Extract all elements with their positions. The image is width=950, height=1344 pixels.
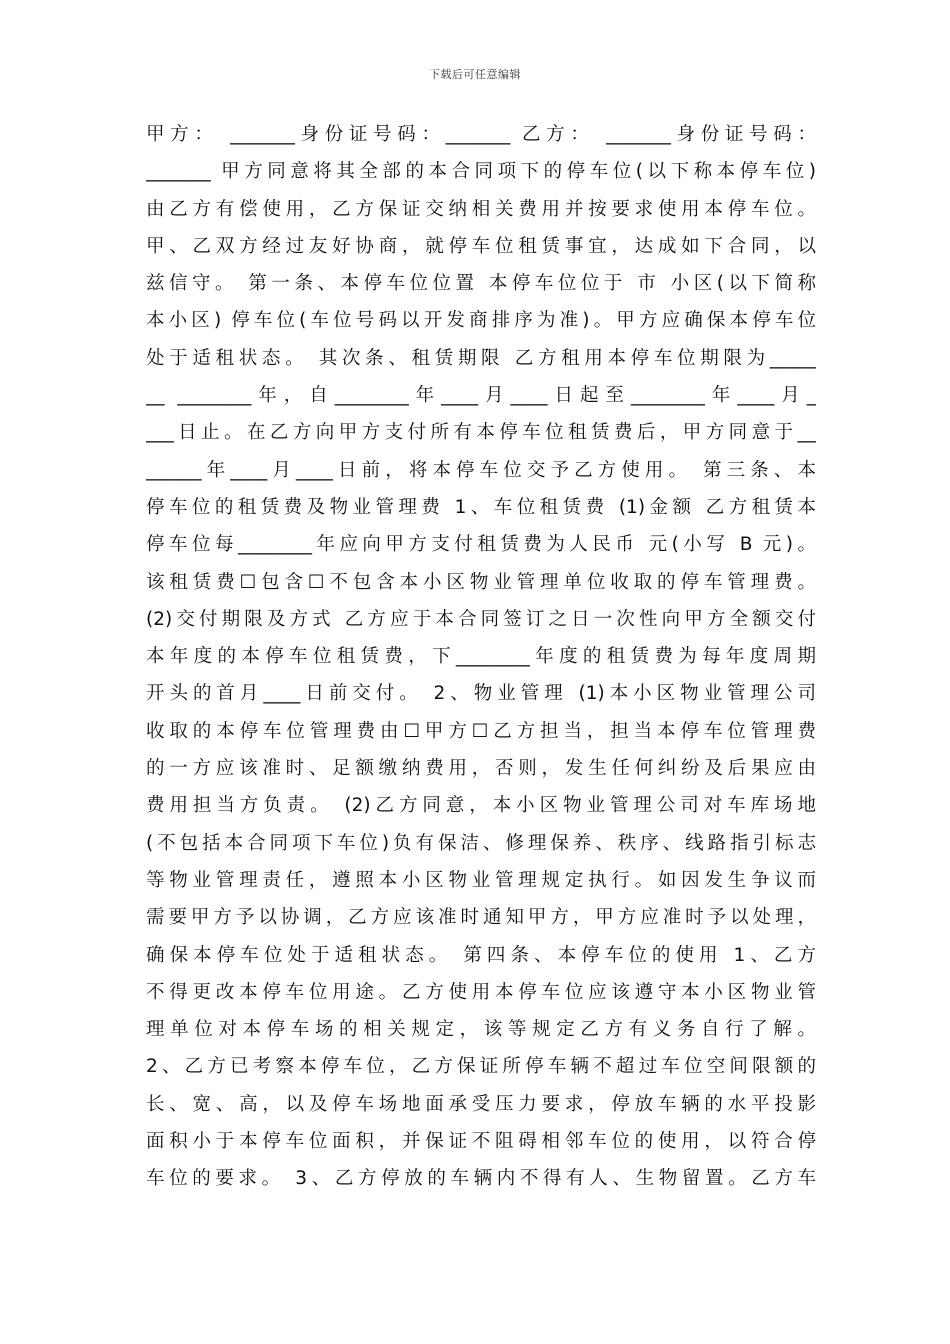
text-line: 理单位对本停车场的相关规定，该等规定乙方有义务自行了解。 (146, 1019, 816, 1041)
text-line: 该租赁费☐包含☐不包含本小区物业管理单位收取的停车管理费。 (146, 571, 816, 593)
text-line: 由乙方有偿使用，乙方保证交纳相关费用并按要求使用本停车位。 (146, 198, 816, 220)
text-line: 处于适租状态。 其次条、租赁期限 乙方租用本停车位期限为_____ (146, 347, 816, 369)
text-line: 甲方： _______身份证号码：_______ 乙方： _______身份证号码： (146, 124, 816, 145)
text-line: 长、宽、高，以及停车场地面承受压力要求，停放车辆的水平投影 (146, 1093, 816, 1115)
text-line: 兹信守。 第一条、本停车位位置 本停车位位于 市 小区(以下简称 (146, 273, 816, 295)
text-line: 车位的要求。 3、乙方停放的车辆内不得有人、生物留置。乙方车 (146, 1168, 816, 1190)
text-line: 等物业管理责任，遵照本小区物业管理规定执行。如因发生争议而 (146, 869, 816, 891)
text-line: __ ________年，自________年____月____日起至________年____月_ (146, 385, 816, 407)
text-line: _______ 甲方同意将其全部的本合同项下的停车位(以下称本停车位) (146, 161, 816, 183)
text-line: 面积小于本停车位面积，并保证不阻碍相邻车位的使用，以符合停 (146, 1131, 816, 1153)
text-line: ______年____月____日前，将本停车位交予乙方使用。 第三条、本 (146, 459, 816, 481)
text-line: 本小区) 停车位(车位号码以开发商排序为准)。甲方应确保本停车位 (146, 310, 816, 332)
text-line: 费用担当方负责。 (2)乙方同意，本小区物业管理公司对车库场地 (146, 795, 816, 817)
text-line: (2)交付期限及方式 乙方应于本合同签订之日一次性向甲方全额交付 (146, 608, 816, 630)
text-line: 需要甲方予以协调，乙方应该准时通知甲方，甲方应准时予以处理， (146, 907, 816, 929)
text-line: 确保本停车位处于适租状态。 第四条、本停车位的使用 1、乙方 (146, 944, 816, 966)
text-line: 开头的首月____日前交付。 2、物业管理 (1)本小区物业管理公司 (146, 683, 816, 705)
text-line: 不得更改本停车位用途。乙方使用本停车位应该遵守本小区物业管 (146, 981, 816, 1003)
text-line: 的一方应该准时、足额缴纳费用，否则，发生任何纠纷及后果应由 (146, 758, 816, 780)
text-line: 停车位每________年应向甲方支付租赁费为人民币 元(小写 B 元)。 (146, 534, 816, 556)
text-line: 2、乙方已考察本停车位，乙方保证所停车辆不超过车位空间限额的 (146, 1056, 816, 1078)
text-line: 收取的本停车位管理费由☐甲方☐乙方担当，担当本停车位管理费 (146, 720, 816, 742)
text-line: ___日止。在乙方向甲方支付所有本停车位租赁费后，甲方同意于__ (146, 422, 816, 444)
text-line: 甲、乙双方经过友好协商，就停车位租赁事宜，达成如下合同，以 (146, 235, 816, 257)
text-line: (不包括本合同项下车位)负有保洁、修理保养、秩序、线路指引标志 (146, 832, 816, 854)
header-note: 下载后可任意编辑 (429, 68, 521, 81)
text-line: 停车位的租赁费及物业管理费 1、车位租赁费 (1)金额 乙方租赁本 (146, 496, 816, 518)
text-line: 本年度的本停车位租赁费，下________年度的租赁费为每年度周期 (146, 646, 816, 668)
contract-body (146, 116, 816, 1198)
